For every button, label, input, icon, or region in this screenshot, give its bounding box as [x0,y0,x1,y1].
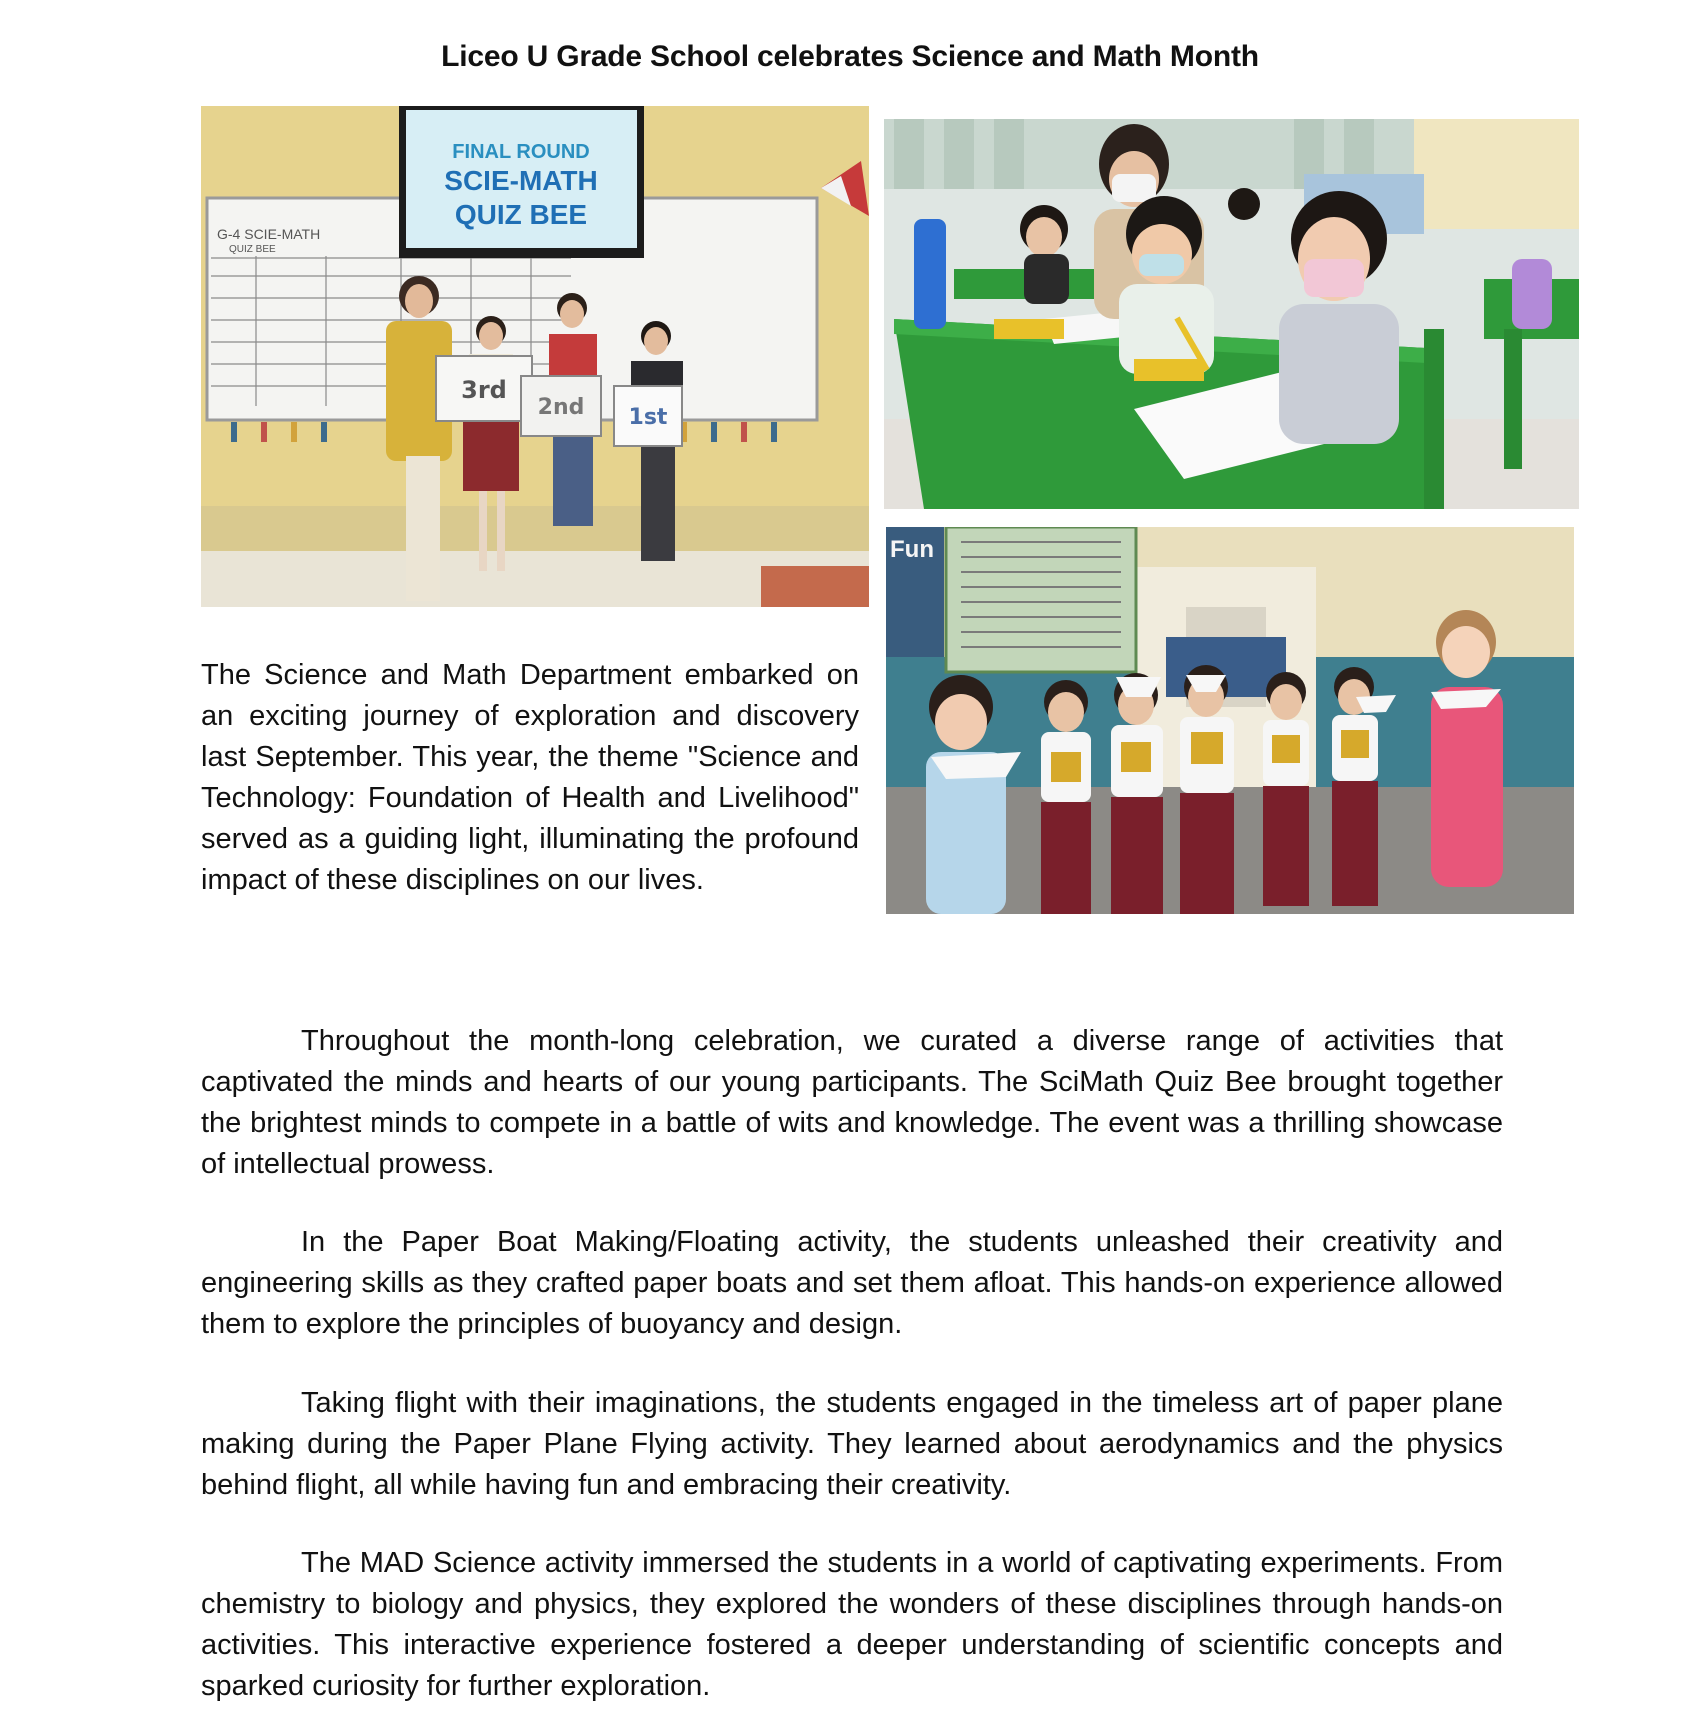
article-title: Liceo U Grade School celebrates Science and Math Month [441,40,1259,73]
classroom-activity-photo [884,119,1579,509]
paragraph-quiz-bee [201,1021,1503,1185]
paragraph-text: Throughout the month-long celebration, we curated a diverse range of activities that captivated the minds and hearts of our young participants. The SciMath Quiz Bee brought together the brightest minds to compete in a battle of wits and knowledge. The event was a thrilling showcase of intellectual prowess. [201,1025,1503,1180]
paragraph-mad-science [201,1543,1503,1707]
screen-text-2: SCIE-MATH [444,165,598,196]
paragraph-text: The MAD Science activity immersed the students in a world of captivating experiments. From chemistry to biology and physics, they explored the wonders of these disciplines through hands-on activities. This interactive experience fostered a deeper understanding of scientific concepts and sparked curiosity for further exploration. [201,1547,1503,1702]
quiz-bee-photo [201,106,869,607]
sign-second: 2nd [537,395,585,420]
paper-boats-photo [886,527,1574,914]
paragraph-paper-boat [201,1222,1503,1345]
intro-paragraph: The Science and Math Department embarked on an exciting journey of exploration and discovery last September. This year, the theme "Science and Technology: Foundation of Health and Livelihood" served as a guiding light, illuminating the profound impact of these disciplines on our lives. [201,659,859,896]
screen-text-3: QUIZ BEE [454,199,588,230]
sign-first: 1st [628,405,668,430]
sign-third: 3rd [461,376,507,404]
paragraph-paper-plane [201,1383,1503,1506]
wall-sign: Fun [890,536,934,563]
board-subheading: QUIZ BEE [229,244,276,255]
board-heading: G-4 SCIE-MATH [217,226,321,242]
paragraph-text: Taking flight with their imaginations, the students engaged in the timeless art of paper plane making during the Paper Plane Flying activity. They learned about aerodynamics and the physics behind flight, all while having fun and embracing their creativity. [201,1387,1503,1501]
paragraph-text: In the Paper Boat Making/Floating activity, the students unleashed their creativity and engineering skills as they crafted paper boats and set them afloat. This hands-on experience allowed them to explore the principles of buoyancy and design. [201,1226,1503,1340]
screen-text-1: FINAL ROUND [452,141,590,163]
